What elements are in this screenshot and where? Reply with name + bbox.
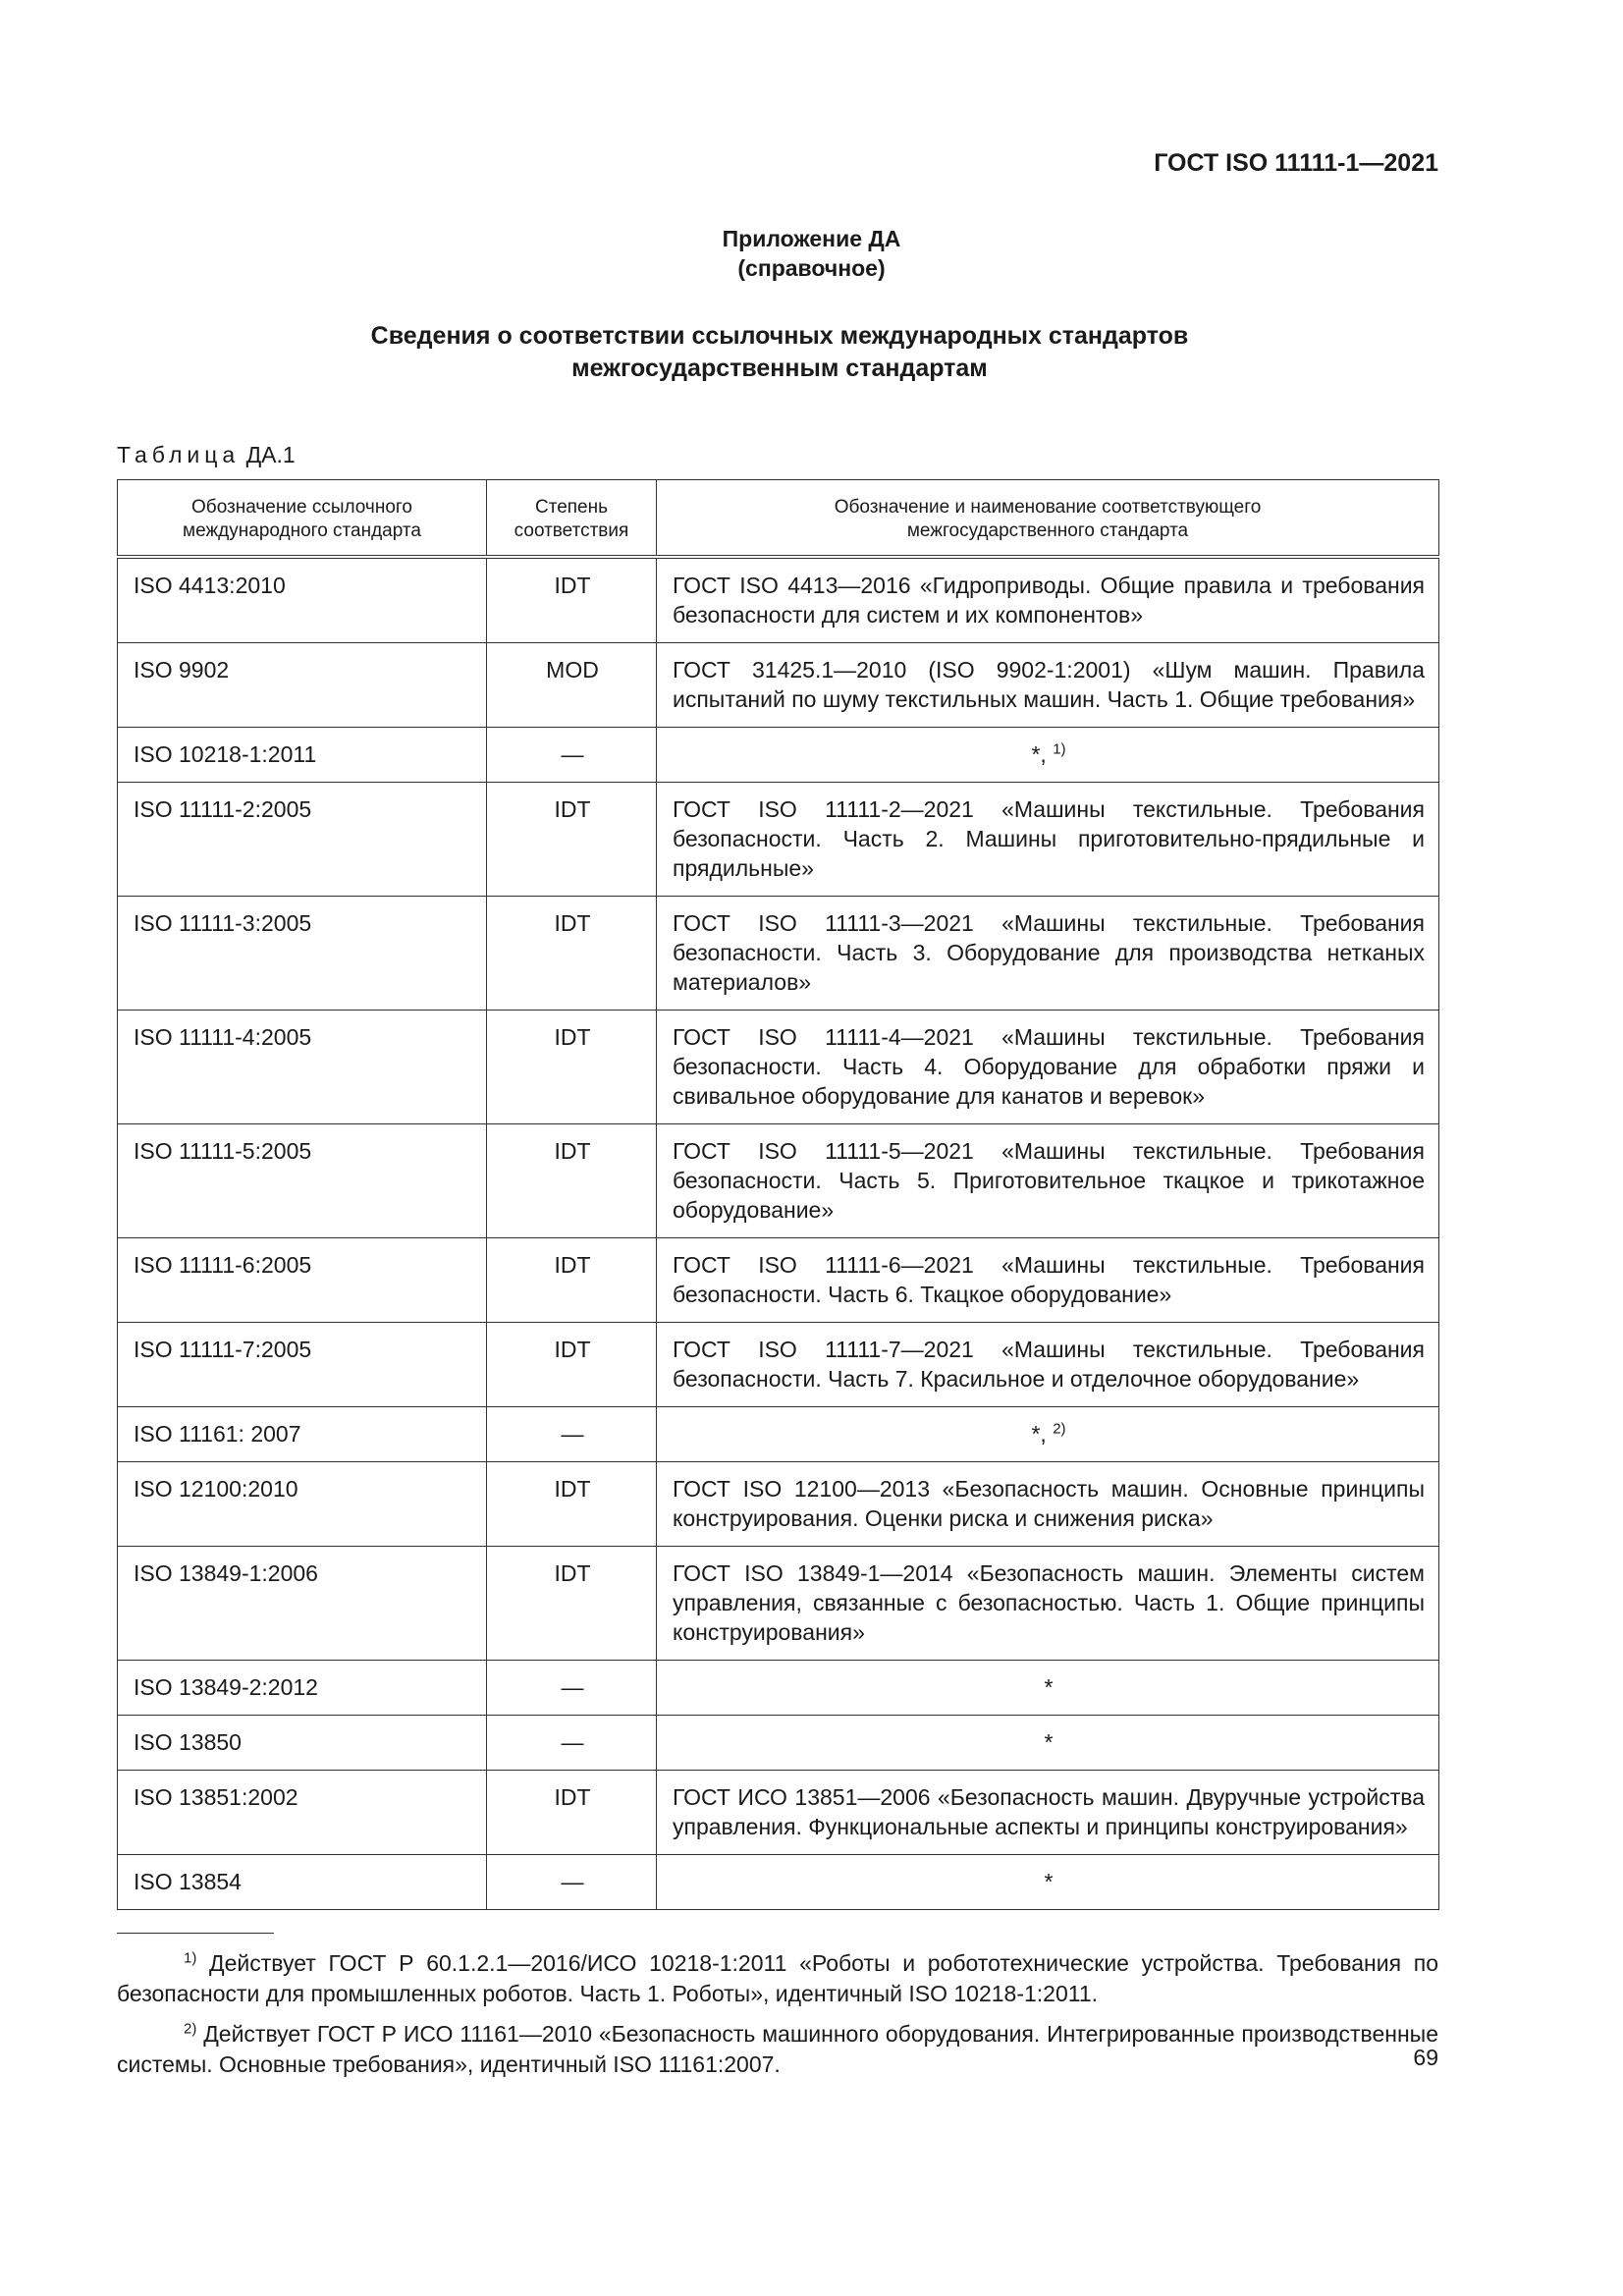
degree-cell: IDT bbox=[487, 557, 657, 643]
page-number: 69 bbox=[1413, 2045, 1438, 2070]
degree-cell: IDT bbox=[487, 1462, 657, 1547]
table-row bbox=[118, 897, 1439, 1011]
degree-cell: — bbox=[487, 1716, 657, 1771]
footnote-ref: 2) bbox=[1053, 1420, 1066, 1438]
interstate-standard-cell: ГОСТ ISO 11111-2—2021 «Машины текстильные. Требования безопасности. Часть 2. Машины приготовительно-прядильные и прядильные» bbox=[657, 783, 1439, 897]
footnote-1 bbox=[117, 1948, 1438, 2009]
no-equivalent-mark: * bbox=[1044, 1674, 1054, 1700]
degree-cell: IDT bbox=[487, 1124, 657, 1238]
reference-standard-cell: ISO 9902 bbox=[118, 643, 487, 728]
reference-standard-cell: ISO 13850 bbox=[118, 1716, 487, 1771]
reference-standard-cell: ISO 13849-2:2012 bbox=[118, 1661, 487, 1716]
table-header-row bbox=[118, 480, 1439, 558]
no-equivalent-mark: *, bbox=[1031, 741, 1054, 767]
reference-standard-cell: ISO 11111-2:2005 bbox=[118, 783, 487, 897]
table-row bbox=[118, 1547, 1439, 1661]
correspondence-table-wrapper bbox=[117, 479, 1438, 1910]
degree-cell: IDT bbox=[487, 897, 657, 1011]
interstate-standard-cell: ГОСТ ISO 4413—2016 «Гидроприводы. Общие правила и требования безопасности для систем и их компонентов» bbox=[657, 557, 1439, 643]
footnote-marker: 2) bbox=[184, 2020, 197, 2038]
degree-cell: MOD bbox=[487, 643, 657, 728]
interstate-standard-cell: ГОСТ ISO 11111-3—2021 «Машины текстильные. Требования безопасности. Часть 3. Оборудование для производства нетканых материалов» bbox=[657, 897, 1439, 1011]
degree-cell: IDT bbox=[487, 783, 657, 897]
reference-standard-cell: ISO 13849-1:2006 bbox=[118, 1547, 487, 1661]
reference-standard-cell: ISO 13854 bbox=[118, 1855, 487, 1910]
table-row bbox=[118, 1661, 1439, 1716]
table-row bbox=[118, 728, 1439, 783]
degree-cell: IDT bbox=[487, 1011, 657, 1124]
table-caption bbox=[117, 442, 296, 468]
interstate-standard-cell: ГОСТ ISO 13849-1—2014 «Безопасность машин. Элементы систем управления, связанные с безопасностью. Часть 1. Общие принципы конструирования» bbox=[657, 1547, 1439, 1661]
footnote-text: Действует ГОСТ Р 60.1.2.1—2016/ИСО 10218-1:2011 «Роботы и робототехнические устройства. Требования по безопасности для промышленных роботов. Часть 1. Роботы», идентичный ISO 10218-1:2011. bbox=[117, 1950, 1438, 2006]
header-degree-of-correspondence: Степень соответствия bbox=[487, 480, 657, 558]
reference-standard-cell: ISO 13851:2002 bbox=[118, 1771, 487, 1855]
no-equivalent-mark: *, bbox=[1031, 1421, 1054, 1447]
reference-standard-cell: ISO 12100:2010 bbox=[118, 1462, 487, 1547]
table-row bbox=[118, 1462, 1439, 1547]
footnote-divider bbox=[117, 1933, 274, 1934]
section-title bbox=[0, 320, 1559, 385]
table-caption-number: ДА.1 bbox=[245, 442, 296, 467]
interstate-standard-cell bbox=[657, 1855, 1439, 1910]
annex-title: Приложение ДА bbox=[722, 226, 901, 251]
reference-standard-cell: ISO 11111-4:2005 bbox=[118, 1011, 487, 1124]
no-equivalent-mark: * bbox=[1044, 1869, 1054, 1894]
reference-standard-cell: ISO 11111-6:2005 bbox=[118, 1238, 487, 1323]
degree-cell: — bbox=[487, 1661, 657, 1716]
interstate-standard-cell bbox=[657, 1407, 1439, 1462]
annex-heading bbox=[0, 224, 1623, 283]
interstate-standard-cell: ГОСТ ISO 11111-7—2021 «Машины текстильные. Требования безопасности. Часть 7. Красильное и отделочное оборудование» bbox=[657, 1323, 1439, 1407]
table-row bbox=[118, 1124, 1439, 1238]
reference-standard-cell: ISO 11111-7:2005 bbox=[118, 1323, 487, 1407]
footnote-2 bbox=[117, 2019, 1438, 2080]
table-row bbox=[118, 1323, 1439, 1407]
table-row bbox=[118, 1407, 1439, 1462]
degree-cell: IDT bbox=[487, 1771, 657, 1855]
section-title-line-1: Сведения о соответствии ссылочных международных стандартов bbox=[370, 322, 1189, 350]
reference-standard-cell: ISO 11111-5:2005 bbox=[118, 1124, 487, 1238]
document-code: ГОСТ ISO 11111-1—2021 bbox=[1154, 149, 1438, 177]
degree-cell: IDT bbox=[487, 1238, 657, 1323]
annex-type: (справочное) bbox=[737, 255, 886, 281]
interstate-standard-cell: ГОСТ ИСО 13851—2006 «Безопасность машин. Двуручные устройства управления. Функциональные аспекты и принципы конструирования» bbox=[657, 1771, 1439, 1855]
footnotes bbox=[117, 1948, 1438, 2090]
table-row bbox=[118, 557, 1439, 643]
table-row bbox=[118, 783, 1439, 897]
footnote-text: Действует ГОСТ Р ИСО 11161—2010 «Безопасность машинного оборудования. Интегрированные производственные системы. Основные требования», идентичный ISO 11161:2007. bbox=[117, 2021, 1438, 2077]
table-body bbox=[118, 557, 1439, 1910]
header-interstate-standard: Обозначение и наименование соответствующего межгосударственного стандарта bbox=[657, 480, 1439, 558]
degree-cell: — bbox=[487, 1855, 657, 1910]
reference-standard-cell: ISO 10218-1:2011 bbox=[118, 728, 487, 783]
reference-standard-cell: ISO 4413:2010 bbox=[118, 557, 487, 643]
interstate-standard-cell bbox=[657, 1661, 1439, 1716]
footnote-marker: 1) bbox=[184, 1949, 197, 1967]
interstate-standard-cell: ГОСТ ISO 12100—2013 «Безопасность машин. Основные принципы конструирования. Оценки риска и снижения риска» bbox=[657, 1462, 1439, 1547]
degree-cell: — bbox=[487, 1407, 657, 1462]
interstate-standard-cell: ГОСТ ISO 11111-5—2021 «Машины текстильные. Требования безопасности. Часть 5. Приготовительное ткацкое и трикотажное оборудование» bbox=[657, 1124, 1439, 1238]
reference-standard-cell: ISO 11111-3:2005 bbox=[118, 897, 487, 1011]
no-equivalent-mark: * bbox=[1044, 1729, 1054, 1755]
reference-standard-cell: ISO 11161: 2007 bbox=[118, 1407, 487, 1462]
table-caption-word: Таблица bbox=[117, 442, 241, 467]
interstate-standard-cell: ГОСТ ISO 11111-4—2021 «Машины текстильные. Требования безопасности. Часть 4. Оборудование для обработки пряжи и свивальное оборудование для канатов и веревок» bbox=[657, 1011, 1439, 1124]
interstate-standard-cell bbox=[657, 1716, 1439, 1771]
table-row bbox=[118, 1716, 1439, 1771]
table-row bbox=[118, 1855, 1439, 1910]
degree-cell: — bbox=[487, 728, 657, 783]
table-row bbox=[118, 1011, 1439, 1124]
table-header bbox=[118, 480, 1439, 558]
footnote-ref: 1) bbox=[1053, 740, 1066, 758]
correspondence-table bbox=[117, 479, 1439, 1910]
table-row bbox=[118, 643, 1439, 728]
table-row bbox=[118, 1238, 1439, 1323]
interstate-standard-cell: ГОСТ 31425.1—2010 (ISO 9902-1:2001) «Шум машин. Правила испытаний по шуму текстильных машин. Часть 1. Общие требования» bbox=[657, 643, 1439, 728]
degree-cell: IDT bbox=[487, 1323, 657, 1407]
table-row bbox=[118, 1771, 1439, 1855]
degree-cell: IDT bbox=[487, 1547, 657, 1661]
header-reference-standard: Обозначение ссылочного международного стандарта bbox=[118, 480, 487, 558]
interstate-standard-cell: ГОСТ ISO 11111-6—2021 «Машины текстильные. Требования безопасности. Часть 6. Ткацкое оборудование» bbox=[657, 1238, 1439, 1323]
interstate-standard-cell bbox=[657, 728, 1439, 783]
section-title-line-2: межгосударственным стандартам bbox=[571, 355, 988, 382]
